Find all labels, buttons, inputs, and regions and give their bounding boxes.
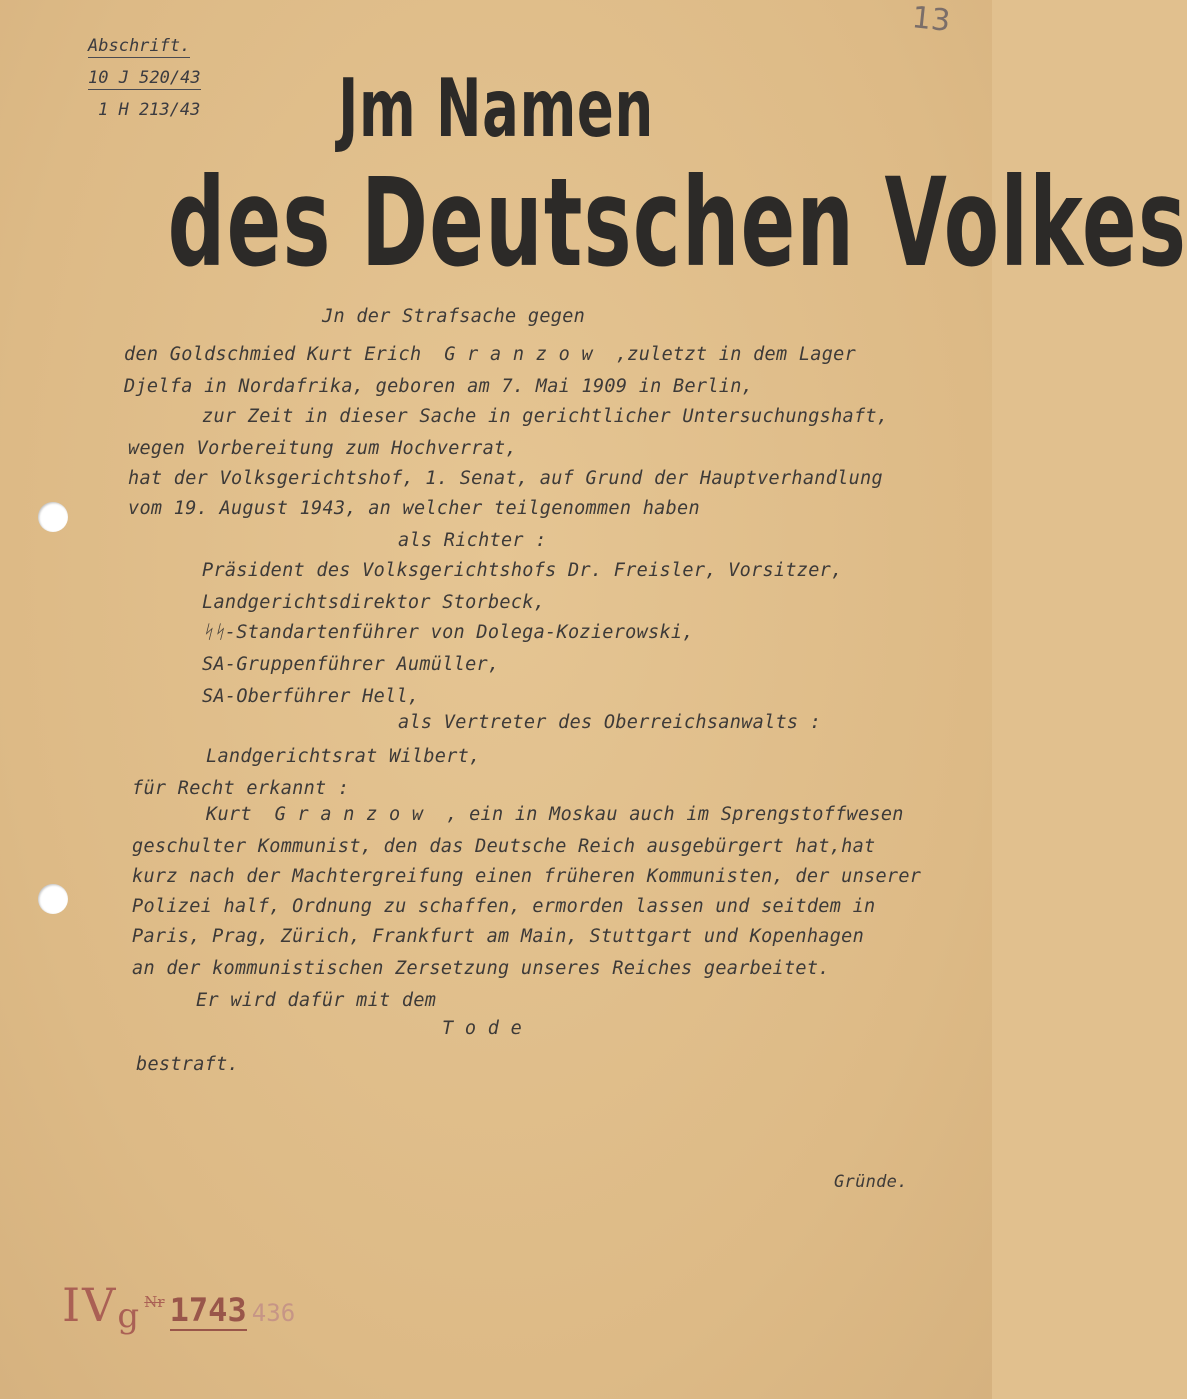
body-line: Djelfa in Nordafrika, geboren am 7. Mai 1909 in Berlin, [124, 376, 754, 397]
stamp-number: 1743 [169, 1291, 247, 1329]
punch-hole-lower [38, 884, 68, 914]
stamp-letter: g [117, 1296, 140, 1336]
body-line: als Vertreter des Oberreichsanwalts : [398, 712, 822, 733]
body-line: Kurt G r a n z o w , ein in Moskau auch im Sprengstoffwesen [206, 804, 904, 825]
title-line-1: Jm Namen [338, 62, 654, 155]
body-line: Er wird dafür mit dem [196, 990, 437, 1011]
footer-gruende: Gründe. [834, 1172, 908, 1192]
file-reference-2: 1 H 213/43 [98, 100, 201, 120]
stamp-faint-number: 436 [251, 1299, 296, 1327]
body-line: geschulter Kommunist, den das Deutsche Reich ausgebürgert hat,hat [132, 836, 876, 857]
body-line: kurz nach der Machtergreifung einen früheren Kommunisten, der unserer [132, 866, 922, 887]
body-line: Jn der Strafsache gegen [322, 306, 586, 327]
body-line: Paris, Prag, Zürich, Frankfurt am Main, Stuttgart und Kopenhagen [132, 926, 865, 947]
body-line: an der kommunistischen Zersetzung unseres Reiches gearbeitet. [132, 958, 830, 979]
punch-hole-upper [38, 502, 68, 532]
file-reference-1: 10 J 520/43 [88, 68, 201, 88]
body-line: SA-Oberführer Hell, [202, 686, 420, 707]
body-line: T o d e [442, 1018, 523, 1039]
body-line: vom 19. August 1943, an welcher teilgenommen haben [128, 498, 700, 519]
body-line: bestraft. [136, 1054, 239, 1075]
body-line: für Recht erkannt : [132, 778, 350, 799]
body-line: ᛋᛋ-Standartenführer von Dolega-Kozierowski, [202, 622, 694, 643]
body-line: Landgerichtsrat Wilbert, [206, 746, 481, 767]
body-line: Präsident des Volksgerichtshofs Dr. Freisler, Vorsitzer, [202, 560, 843, 581]
stamp-roman: IV [62, 1278, 118, 1332]
body-line: hat der Volksgerichtshof, 1. Senat, auf Grund der Hauptverhandlung [128, 468, 883, 489]
title-line-2: des Deutschen Volkes [167, 152, 1187, 294]
page-number: 13 [910, 0, 952, 39]
archive-stamp [62, 1278, 295, 1336]
body-line: Landgerichtsdirektor Storbeck, [202, 592, 546, 613]
body-line: wegen Vorbereitung zum Hochverrat, [128, 438, 517, 459]
body-line: als Richter : [398, 530, 547, 551]
body-line: zur Zeit in dieser Sache in gerichtlicher Untersuchungshaft, [202, 406, 889, 427]
copy-label: Abschrift. [88, 36, 191, 56]
body-line: Polizei half, Ordnung zu schaffen, ermorden lassen und seitdem in [132, 896, 876, 917]
body-line: den Goldschmied Kurt Erich G r a n z o w ,zuletzt in dem Lager [124, 344, 857, 365]
body-line: SA-Gruppenführer Aumüller, [202, 654, 500, 675]
stamp-small: Nr [144, 1293, 165, 1311]
